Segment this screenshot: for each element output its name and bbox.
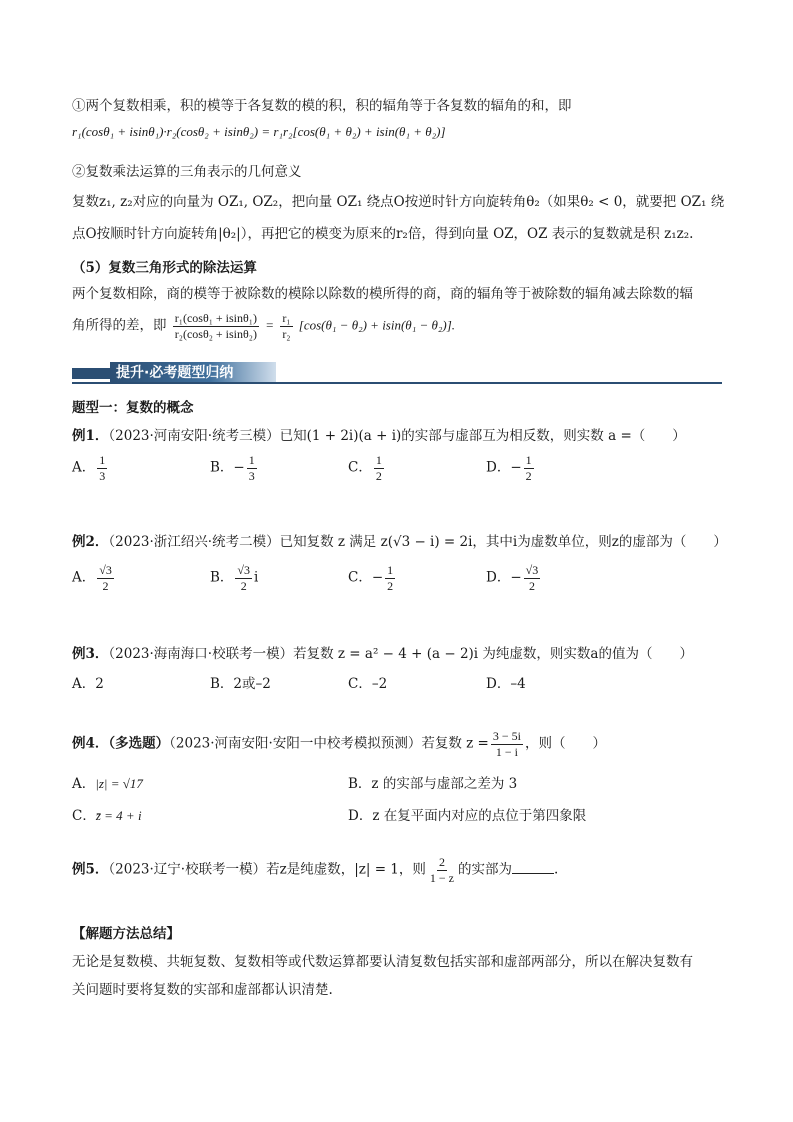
example-4-option-a [72,772,143,792]
example-2-option-b [210,564,258,592]
option-den: 2 [528,578,535,593]
fraction-denominator: 1 − z [429,870,454,885]
example-1-option-d [486,454,536,482]
example-4-text-after: ，则（ ） [524,735,606,752]
option-key: B． [348,776,372,792]
example-4-stem [72,730,606,758]
para2-line2: 点O按顺时针方向旋转角|θ₂|），再把它的模变为原来的r₂倍，得到向量 OZ，OZ 表示的复数就是积 z₁z₂. [72,226,694,242]
example-4-label: 例4． [72,735,109,752]
example-1-option-a [72,454,109,482]
option-den: 2 [387,578,394,593]
option-value: z 在复平面内对应的点位于第四象限 [372,808,587,824]
section5-prefix: 角所得的差，即 [72,317,167,334]
option-key: A． [72,776,96,792]
example-1-option-c [348,454,386,482]
example-4-option-c [72,804,142,824]
option-den: 3 [99,468,106,483]
option-sign: − [371,569,384,586]
option-key: C． [72,808,96,824]
modulus-numerator: r₁ [282,311,291,325]
example-2-option-d [486,564,542,592]
equals-sign: = [265,317,275,333]
option-sign: − [510,569,522,586]
example-4-text: （2023·河南安阳·安阳一中校考模拟预测）若复数 z = [169,735,489,752]
example-5-fraction [428,856,456,884]
example-5-text: （2023·辽宁·校联考一模）若z是纯虚数，|z| = 1，则 [108,861,426,878]
example-3-option-c [348,672,387,692]
option-den: 2 [525,468,532,483]
option-den: 2 [240,578,247,593]
option-num: 1 [248,453,255,467]
option-key: A． [72,459,96,476]
fraction-denominator: 1 − i [495,744,518,759]
option-fraction [385,564,395,592]
division-fraction [173,312,259,340]
option-key: B． [210,459,234,476]
fraction-numerator: 3 − 5i [492,729,521,743]
example-1-option-b [210,454,259,482]
para1-formula: r₁(cosθ₁ + isinθ₁)·r₂(cosθ₂ + isinθ₂) = r₁r₂[cos(θ₁ + θ₂) + isin(θ₁ + θ₂)] [72,124,446,139]
option-value: 2或–2 [233,676,271,692]
option-fraction [374,454,384,482]
example-2-stem [72,530,727,550]
option-sign: − [510,459,522,476]
fraction-denominator: r₂(cosθ₂ + isinθ₂) [174,326,257,341]
example-2-label: 例2． [72,534,109,550]
example-3-text: （2023·海南海口·校联考一模）若复数 z = a² − 4 + (a − 2)i 为纯虚数，则实数a的值为（ ） [108,646,693,662]
option-num: 1 [525,453,532,467]
option-suffix: i [254,569,259,586]
option-num: 1 [99,453,106,467]
option-key: A． [72,676,96,692]
example-4-fraction [491,730,523,758]
section5-line1: 两个复数相除，商的模等于被除数的模除以除数的模所得的商，商的辐角等于被除数的辐角减去除数的辐 [72,286,693,302]
option-den: 2 [375,468,382,483]
type1-title: 题型一：复数的概念 [72,400,194,416]
option-key: C． [348,569,372,586]
option-value: –4 [510,676,526,692]
option-value: |z| = √17 [95,776,143,791]
para2-heading: ②复数乘法运算的三角表示的几何意义 [72,164,302,180]
example-3-option-b [210,672,271,692]
option-num: √3 [99,563,112,577]
fraction-numerator: r₁(cosθ₁ + isinθ₁) [174,311,257,325]
example-5-text-after: 的实部为 [458,861,512,878]
example-3-option-a [72,672,104,692]
option-key: D． [486,459,511,476]
example-5-end: . [554,861,559,878]
summary-line2: 关问题时要将复数的实部和虚部都认识清楚. [72,982,333,998]
option-value: –2 [371,676,388,692]
section-banner [72,362,722,384]
modulus-fraction [280,312,292,340]
example-3-label: 例3． [72,646,109,662]
option-value: 2 [95,676,104,692]
example-4-tag: （多选题） [108,735,170,752]
example-4-option-b [348,772,517,792]
option-fraction [247,454,257,482]
option-key: C． [348,676,372,692]
option-value: z 的实部与虚部之差为 3 [371,776,518,792]
fraction-numerator: 2 [438,855,445,869]
example-1-label: 例1． [72,428,109,444]
option-sign: − [233,459,245,476]
division-rhs: [cos(θ₁ − θ₂) + isin(θ₁ − θ₂)]. [298,317,456,333]
section5-line2 [72,312,455,340]
para1-intro: ①两个复数相乘，积的模等于各复数的模的积，积的辐角等于各复数的辐角的和，即 [72,98,572,114]
option-num: √3 [237,563,251,577]
option-key: D． [486,569,511,586]
summary-line1: 无论是复数模、共轭复数、复数相等或代数运算都要认清复数包括实部和虚部两部分，所以在解决复数有 [72,954,693,970]
summary-title: 【解题方法总结】 [72,926,180,942]
option-num: √3 [525,563,539,577]
option-fraction [97,564,114,592]
example-3-option-d [486,672,526,692]
example-2-option-a [72,564,116,592]
option-den: 3 [248,468,255,483]
option-value: z̄ = 4 + i [95,808,142,823]
option-den: 2 [102,578,109,593]
banner-label: 提升·必考题型归纳 [110,362,276,384]
option-num: 1 [387,563,394,577]
banner-accent [72,368,110,379]
option-fraction [235,564,252,592]
option-key: D． [486,676,511,692]
example-2-text: （2023·浙江绍兴·统考二模）已知复数 z 满足 z(√3 − i) = 2i，其中i为虚数单位，则z的虚部为（ ） [108,534,727,550]
option-key: B． [210,676,234,692]
section5-title: （5）复数三角形式的除法运算 [72,260,257,276]
option-key: C． [348,459,372,476]
example-1-text: （2023·河南安阳·统考三模）已知(1 + 2i)(a + i)的实部与虚部互为相反数，则实数 a =（ ） [108,428,686,444]
example-5-label: 例5． [72,861,109,878]
option-key: A． [72,569,96,586]
answer-blank[interactable] [512,861,554,874]
example-1-stem [72,424,686,444]
option-num: 1 [375,453,382,467]
option-fraction [524,454,534,482]
option-fraction [97,454,107,482]
option-fraction [524,564,541,592]
modulus-denominator: r₂ [282,326,291,341]
example-3-stem [72,642,693,662]
example-2-option-c [348,564,397,592]
option-key: D． [348,808,373,824]
option-key: B． [210,569,234,586]
banner-rule [72,382,722,384]
para2-line1: 复数z₁, z₂对应的向量为 OZ₁, OZ₂，把向量 OZ₁ 绕点O按逆时针方向旋转角θ₂（如果θ₂ < 0，就要把 OZ₁ 绕 [72,194,725,210]
example-4-option-d [348,804,586,824]
example-5-stem [72,856,558,884]
